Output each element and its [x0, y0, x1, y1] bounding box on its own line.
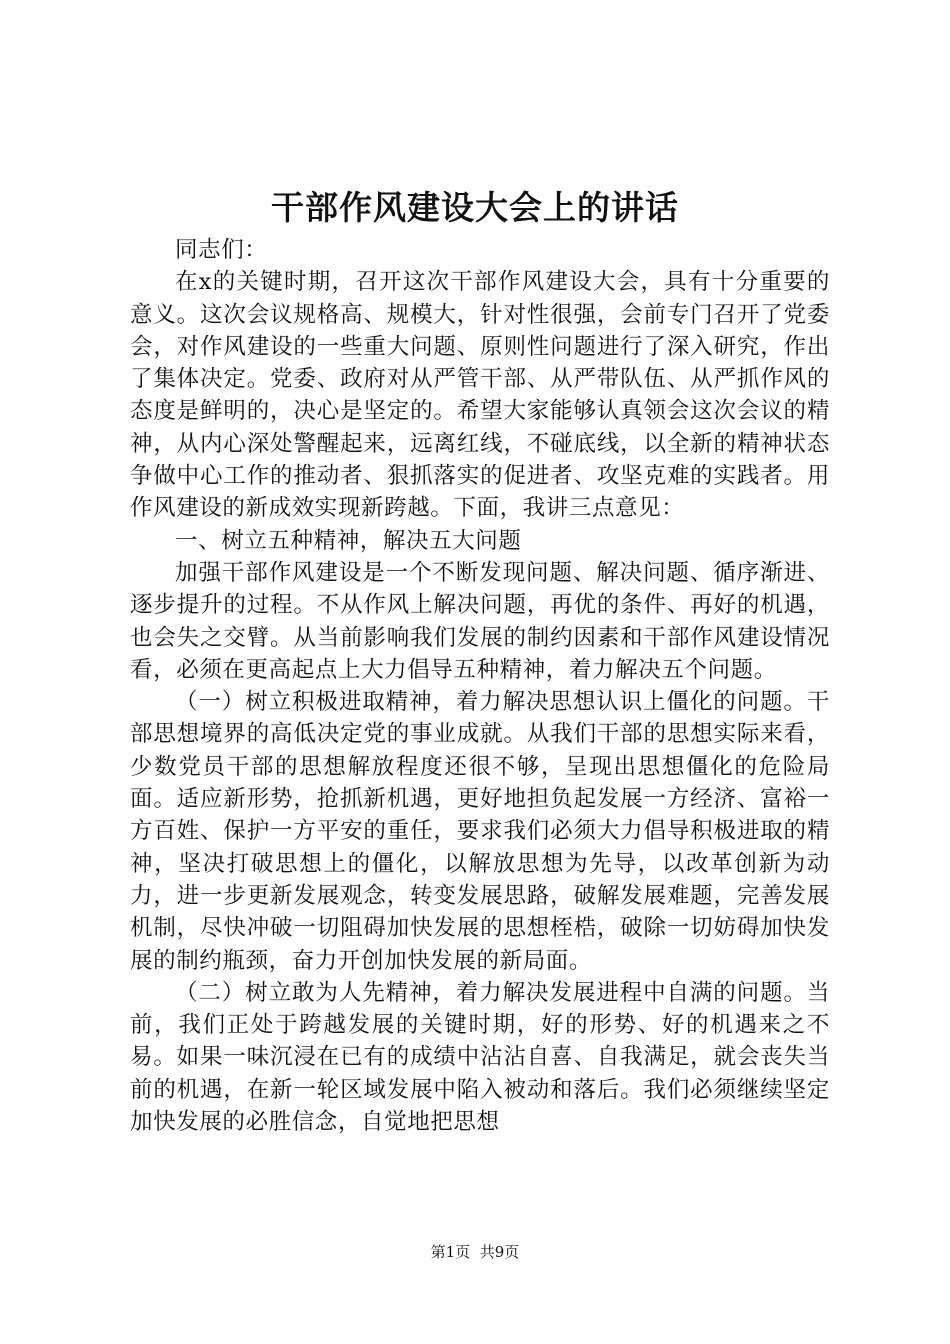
body-paragraph: （一）树立积极进取精神，着力解决思想认识上僵化的问题。干部思想境界的高低决定党的事业成就。从我们干部的思想实际来看，少数党员干部的思想解放程度还很不够，呈现出思想僵化的危险局面。适应新形势，抢抓新机遇，更好地担负起发展一方经济、富裕一方百姓、保护一方平安的重任，要求我们必须大力倡导积极进取的精神，坚决打破思想上的僵化，以解放思想为先导，以改革创新为动力，进一步更新发展观念，转变发展思路，破解发展难题，完善发展机制，尽快冲破一切阻碍加快发展的思想桎梏，破除一切妨碍加快发展的制约瓶颈，奋力开创加快发展的新局面。: [130, 689, 830, 974]
page-total: 共9页: [479, 1243, 520, 1261]
page-number: 第1页: [430, 1243, 471, 1261]
body-paragraph: （二）树立敢为人先精神，着力解决发展进程中自满的问题。当前，我们正处于跨越发展的关键时期，好的形势、好的机遇来之不易。如果一味沉浸在已有的成绩中沾沾自喜、自我满足，就会丧失当前的机遇，在新一轮区域发展中陷入被动和落后。我们必须继续坚定加快发展的必胜信念，自觉地把思想: [130, 979, 830, 1136]
section-heading: 一、树立五种精神，解决五大问题: [175, 527, 522, 554]
salutation: 同志们：: [175, 237, 268, 263]
document-title: 干部作风建设大会上的讲话: [271, 188, 679, 227]
body-paragraph: 在x的关键时期，召开这次干部作风建设大会，具有十分重要的意义。这次会议规格高、规模大，针对性很强，会前专门召开了党委会，对作风建设的一些重大问题、原则性问题进行了深入研究，作出了集体决定。党委、政府对从严管干部、从严带队伍、从严抓作风的态度是鲜明的，决心是坚定的。希望大家能够认真领会这次会议的精神，从内心深处警醒起来，远离红线，不碰底线，以全新的精神状态争做中心工作的推动者、狠抓落实的促进者、攻坚克难的实践者。用作风建设的新成效实现新跨越。下面，我讲三点意见：: [130, 269, 830, 522]
body-paragraph: 加强干部作风建设是一个不断发现问题、解决问题、循序渐进、逐步提升的过程。不从作风上解决问题，再优的条件、再好的机遇，也会失之交臂。从当前影响我们发展的制约因素和干部作风建设情况看，必须在更高起点上大力倡导五种精神，着力解决五个问题。: [130, 559, 830, 683]
footer-spacer: [470, 1243, 480, 1261]
page-footer: [0, 1242, 950, 1262]
document-body: [130, 234, 830, 1138]
